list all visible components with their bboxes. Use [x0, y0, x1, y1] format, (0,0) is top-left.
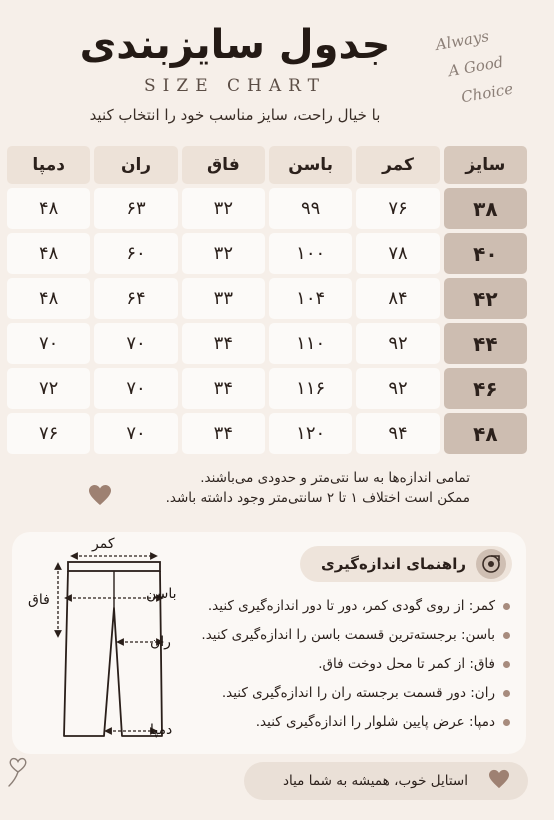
- logo-line: A Good: [447, 52, 505, 81]
- bullet-icon: [503, 690, 510, 697]
- table-cell: ۳۲: [182, 188, 265, 229]
- table-cell: ۷۶: [7, 413, 90, 454]
- table-cell: ۹۴: [356, 413, 439, 454]
- label-hip: باسن: [146, 586, 177, 602]
- table-cell: ۱۲۰: [269, 413, 352, 454]
- page-subtitle: SIZE CHART: [144, 76, 326, 96]
- pants-diagram: [26, 536, 206, 748]
- table-cell: ۷۸: [356, 233, 439, 274]
- size-cell: ۴۰: [444, 233, 527, 274]
- guide-item: فاق: از کمر تا محل دوخت فاق.: [318, 656, 495, 672]
- table-header: دمپا: [7, 146, 90, 184]
- bullet-icon: [503, 661, 510, 668]
- table-header: ران: [94, 146, 177, 184]
- size-cell: ۴۶: [444, 368, 527, 409]
- table-cell: ۹۲: [356, 368, 439, 409]
- size-cell: ۴۲: [444, 278, 527, 319]
- table-cell: ۶۰: [94, 233, 177, 274]
- table-cell: ۹۲: [356, 323, 439, 364]
- table-cell: ۳۲: [182, 233, 265, 274]
- footer-banner: [244, 762, 528, 800]
- table-cell: ۳۴: [182, 413, 265, 454]
- guide-header: [300, 546, 512, 582]
- size-cell: ۳۸: [444, 188, 527, 229]
- size-cell: ۴۴: [444, 323, 527, 364]
- table-header: فاق: [182, 146, 265, 184]
- table-header: سایز: [444, 146, 527, 184]
- table-cell: ۷۰: [94, 413, 177, 454]
- guide-item: ران: دور قسمت برجسته ران را اندازه‌گیری کنید.: [221, 685, 495, 701]
- heart-icon: [488, 769, 510, 794]
- guide-item: باسن: برجسته‌ترین قسمت باسن را اندازه‌گیری کنید.: [201, 627, 495, 643]
- measuring-tape-icon: [476, 549, 506, 579]
- table-cell: ۳۳: [182, 278, 265, 319]
- logo-line: Choice: [459, 79, 515, 107]
- guide-item: دمپا: عرض پایین شلوار را اندازه‌گیری کنید.: [255, 714, 495, 730]
- heart-icon: [88, 484, 112, 509]
- table-cell: ۱۱۶: [269, 368, 352, 409]
- table-cell: ۱۰۰: [269, 233, 352, 274]
- guide-item: کمر: از روی گودی کمر، دور تا دور اندازه‌گیری کنید.: [207, 598, 495, 614]
- page-tagline: با خیال راحت، سایز مناسب خود را انتخاب کنید: [89, 106, 381, 124]
- logo-line: Always: [434, 26, 491, 54]
- table-header: کمر: [356, 146, 439, 184]
- table-cell: ۳۴: [182, 368, 265, 409]
- table-cell: ۴۸: [7, 188, 90, 229]
- bullet-icon: [503, 719, 510, 726]
- table-cell: ۸۴: [356, 278, 439, 319]
- table-cell: ۷۶: [356, 188, 439, 229]
- table-cell: ۷۰: [7, 323, 90, 364]
- table-cell: ۴۸: [7, 278, 90, 319]
- table-cell: ۶۴: [94, 278, 177, 319]
- label-thigh: ران: [150, 634, 171, 650]
- bullet-icon: [503, 632, 510, 639]
- heart-outline-icon: [6, 756, 30, 794]
- label-hem: دمپا: [150, 722, 173, 738]
- page-title: جدول سایزبندی: [79, 22, 391, 68]
- table-cell: ۴۸: [7, 233, 90, 274]
- table-cell: ۱۰۴: [269, 278, 352, 319]
- table-cell: ۹۹: [269, 188, 352, 229]
- table-cell: ۶۳: [94, 188, 177, 229]
- table-cell: ۷۲: [7, 368, 90, 409]
- guide-title: راهنمای اندازه‌گیری: [321, 555, 466, 573]
- table-cell: ۳۴: [182, 323, 265, 364]
- pants-outline: [26, 536, 206, 748]
- table-header: باسن: [269, 146, 352, 184]
- note-line: تمامی اندازه‌ها به سا نتی‌متر و حدودی می‌باشند.: [200, 470, 470, 486]
- note-line: ممکن است اختلاف ۱ تا ۲ سانتی‌متر وجود داشته باشد.: [165, 490, 470, 506]
- table-cell: ۷۰: [94, 323, 177, 364]
- size-cell: ۴۸: [444, 413, 527, 454]
- script-logo: [433, 14, 546, 114]
- measurement-note: [110, 468, 470, 508]
- footer-text: استایل خوب، همیشه به شما میاد: [282, 773, 468, 789]
- size-chart-table: [7, 146, 527, 454]
- label-rise: فاق: [28, 592, 50, 608]
- bullet-icon: [503, 603, 510, 610]
- table-cell: ۷۰: [94, 368, 177, 409]
- table-cell: ۱۱۰: [269, 323, 352, 364]
- label-waist: کمر: [92, 536, 115, 552]
